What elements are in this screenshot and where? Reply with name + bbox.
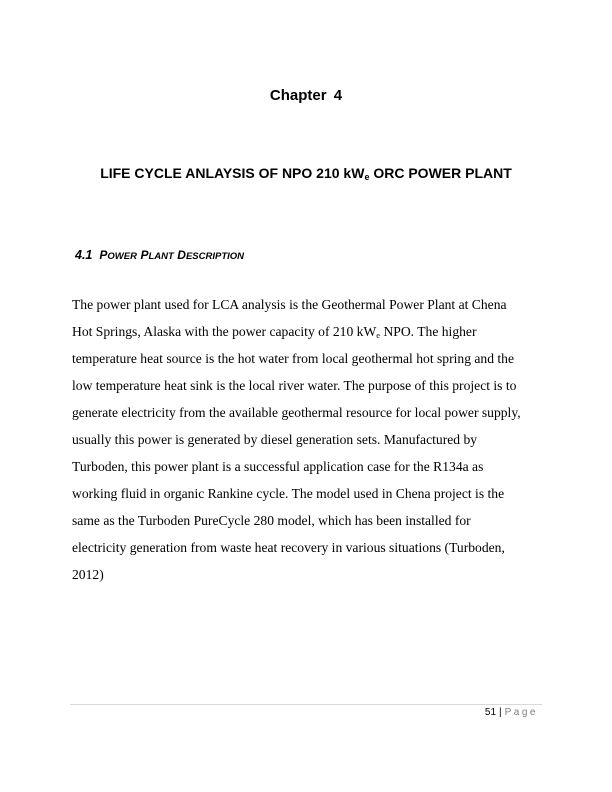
footer-separator: | bbox=[499, 707, 502, 718]
footer-divider bbox=[70, 704, 542, 705]
paragraph-line: electricity generation from waste heat recovery in various situations (Turboden, bbox=[72, 540, 505, 555]
title-subscript: e bbox=[364, 172, 370, 182]
page-label: Page bbox=[504, 707, 538, 718]
paragraph-line: 2012) bbox=[72, 567, 104, 582]
body-paragraph bbox=[72, 291, 542, 588]
chapter-label: Chapter bbox=[269, 87, 327, 104]
paragraph-line: same as the Turboden PureCycle 280 model, which has been installed for bbox=[72, 513, 471, 528]
page-number: 51 bbox=[484, 707, 497, 718]
page-title bbox=[0, 163, 612, 183]
paragraph-line: Turboden, this power plant is a successful application case for the R134a as bbox=[72, 459, 484, 474]
paragraph-line: The power plant used for LCA analysis is the Geothermal Power Plant at Chena bbox=[72, 297, 507, 312]
section-heading bbox=[75, 246, 244, 266]
section-word-description: DESCRIPTION bbox=[177, 248, 245, 262]
paragraph-line: Hot Springs, Alaska with the power capacity of 210 $kW_e$ NPO. The higher bbox=[72, 324, 477, 340]
section-number: 4.1 bbox=[75, 248, 93, 262]
paragraph-subscript: e bbox=[376, 330, 381, 340]
section-word-plant: PLANT bbox=[140, 248, 174, 262]
paragraph-line: generate electricity from the available geothermal resource for local power supply, bbox=[72, 405, 521, 420]
chapter-number: 4 bbox=[333, 87, 343, 104]
paragraph-line: temperature heat source is the hot water from local geothermal hot spring and the bbox=[72, 351, 515, 366]
paragraph-line: usually this power is generated by diesel generation sets. Manufactured by bbox=[72, 432, 478, 447]
paragraph-line: low temperature heat sink is the local river water. The purpose of this project is to bbox=[72, 378, 517, 393]
section-word-power: POWER bbox=[99, 248, 137, 262]
title-text: LIFE CYCLE ANLAYSIS OF NPO 210 kW bbox=[100, 165, 365, 181]
paragraph-line: working fluid in organic Rankine cycle. The model used in Chena project is the bbox=[72, 486, 505, 501]
chapter-heading bbox=[0, 86, 612, 106]
title-text-end: ORC POWER PLANT bbox=[369, 165, 512, 181]
page-footer bbox=[485, 706, 538, 720]
